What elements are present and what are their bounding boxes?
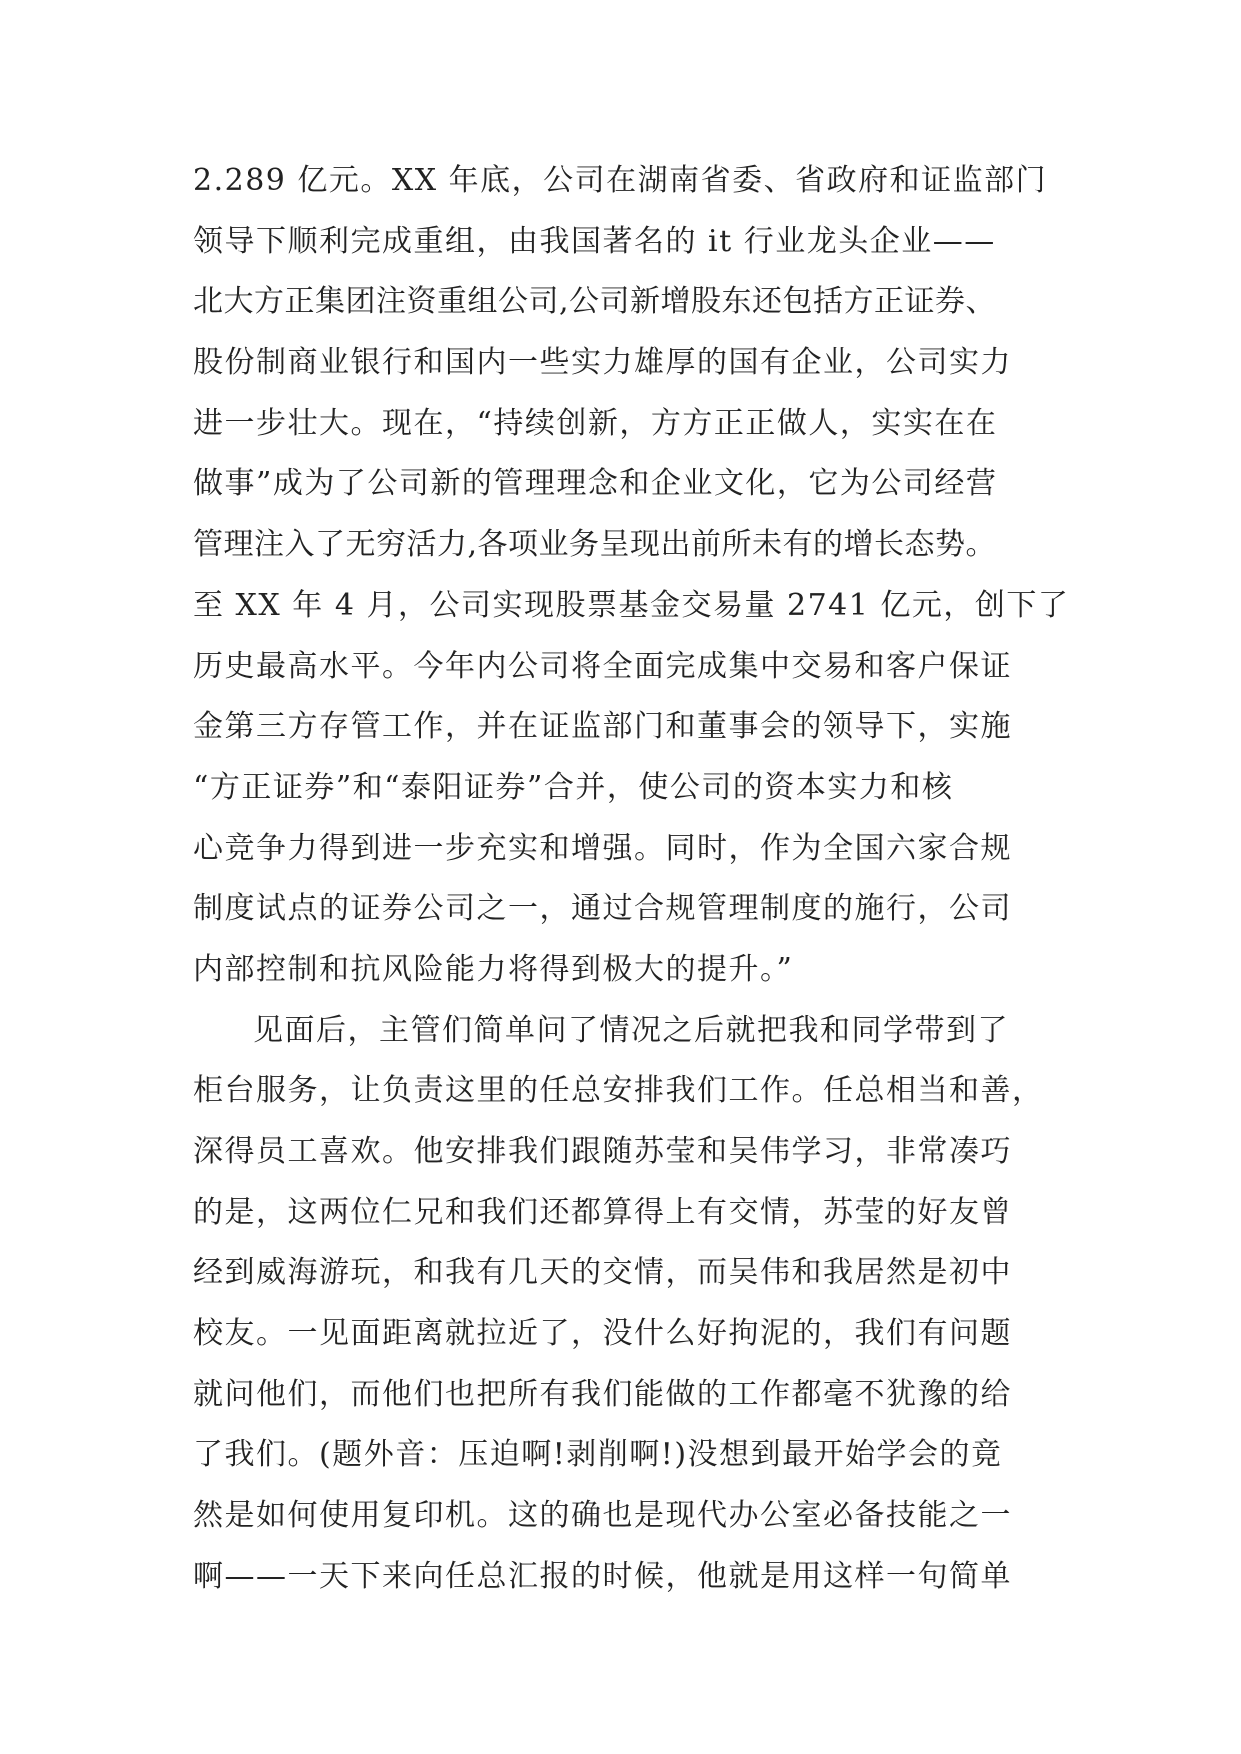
text-line: 2.289 亿元。XX 年底，公司在湖南省委、省政府和证监部门 <box>193 163 1048 198</box>
text-line: 制度试点的证券公司之一，通过合规管理制度的施行，公司 <box>193 891 1012 927</box>
text-line: 做事”成为了公司新的管理理念和企业文化，它为公司经营 <box>193 466 998 502</box>
paragraph-first-line: 见面后，主管们简单问了情况之后就把我和同学带到了 <box>253 1012 1009 1048</box>
text-line: 心竞争力得到进一步充实和增强。同时，作为全国六家合规 <box>193 830 1012 866</box>
text-line: 的是，这两位仁兄和我们还都算得上有交情，苏莹的好友曾 <box>193 1194 1012 1230</box>
text-line: 啊——一天下来向任总汇报的时候，他就是用这样一句简单 <box>193 1558 1012 1594</box>
text-line: 经到威海游玩，和我有几天的交情，而吴伟和我居然是初中 <box>193 1255 1012 1291</box>
text-line: 领导下顺利完成重组，由我国著名的 it 行业龙头企业—— <box>193 223 996 259</box>
text-line: 就问他们，而他们也把所有我们能做的工作都毫不犹豫的给 <box>193 1376 1012 1412</box>
text-line: 然是如何使用复印机。这的确也是现代办公室必备技能之一 <box>193 1498 1012 1534</box>
body-text <box>193 161 1093 1618</box>
text-line: 管理注入了无穷活力,各项业务呈现出前所未有的增长态势。 <box>193 527 997 563</box>
text-line: 柜台服务，让负责这里的任总安排我们工作。任总相当和善， <box>193 1073 1044 1109</box>
text-line: 至 XX 年 4 月，公司实现股票基金交易量 2741 亿元，创下了 <box>193 587 1070 623</box>
text-line: 历史最高水平。今年内公司将全面完成集中交易和客户保证 <box>193 648 1012 684</box>
text-line: 北大方正集团注资重组公司,公司新增股东还包括方正证券、 <box>193 284 997 320</box>
text-line: 深得员工喜欢。他安排我们跟随苏莹和吴伟学习，非常凑巧 <box>193 1134 1012 1169</box>
text-line: 金第三方存管工作，并在证监部门和董事会的领导下，实施 <box>193 709 1012 745</box>
text-line: “方正证券”和“泰阳证券”合并，使公司的资本实力和核 <box>193 769 954 805</box>
text-line: 校友。一见面距离就拉近了，没什么好拘泥的，我们有问题 <box>193 1316 1012 1352</box>
text-line: 股份制商业银行和国内一些实力雄厚的国有企业，公司实力 <box>193 345 1012 381</box>
text-line: 了我们。(题外音：压迫啊!剥削啊!)没想到最开始学会的竟 <box>193 1437 1003 1473</box>
text-line: 进一步壮大。现在，“持续创新，方方正正做人，实实在在 <box>193 405 998 441</box>
text-line: 内部控制和抗风险能力将得到极大的提升。” <box>193 951 794 987</box>
